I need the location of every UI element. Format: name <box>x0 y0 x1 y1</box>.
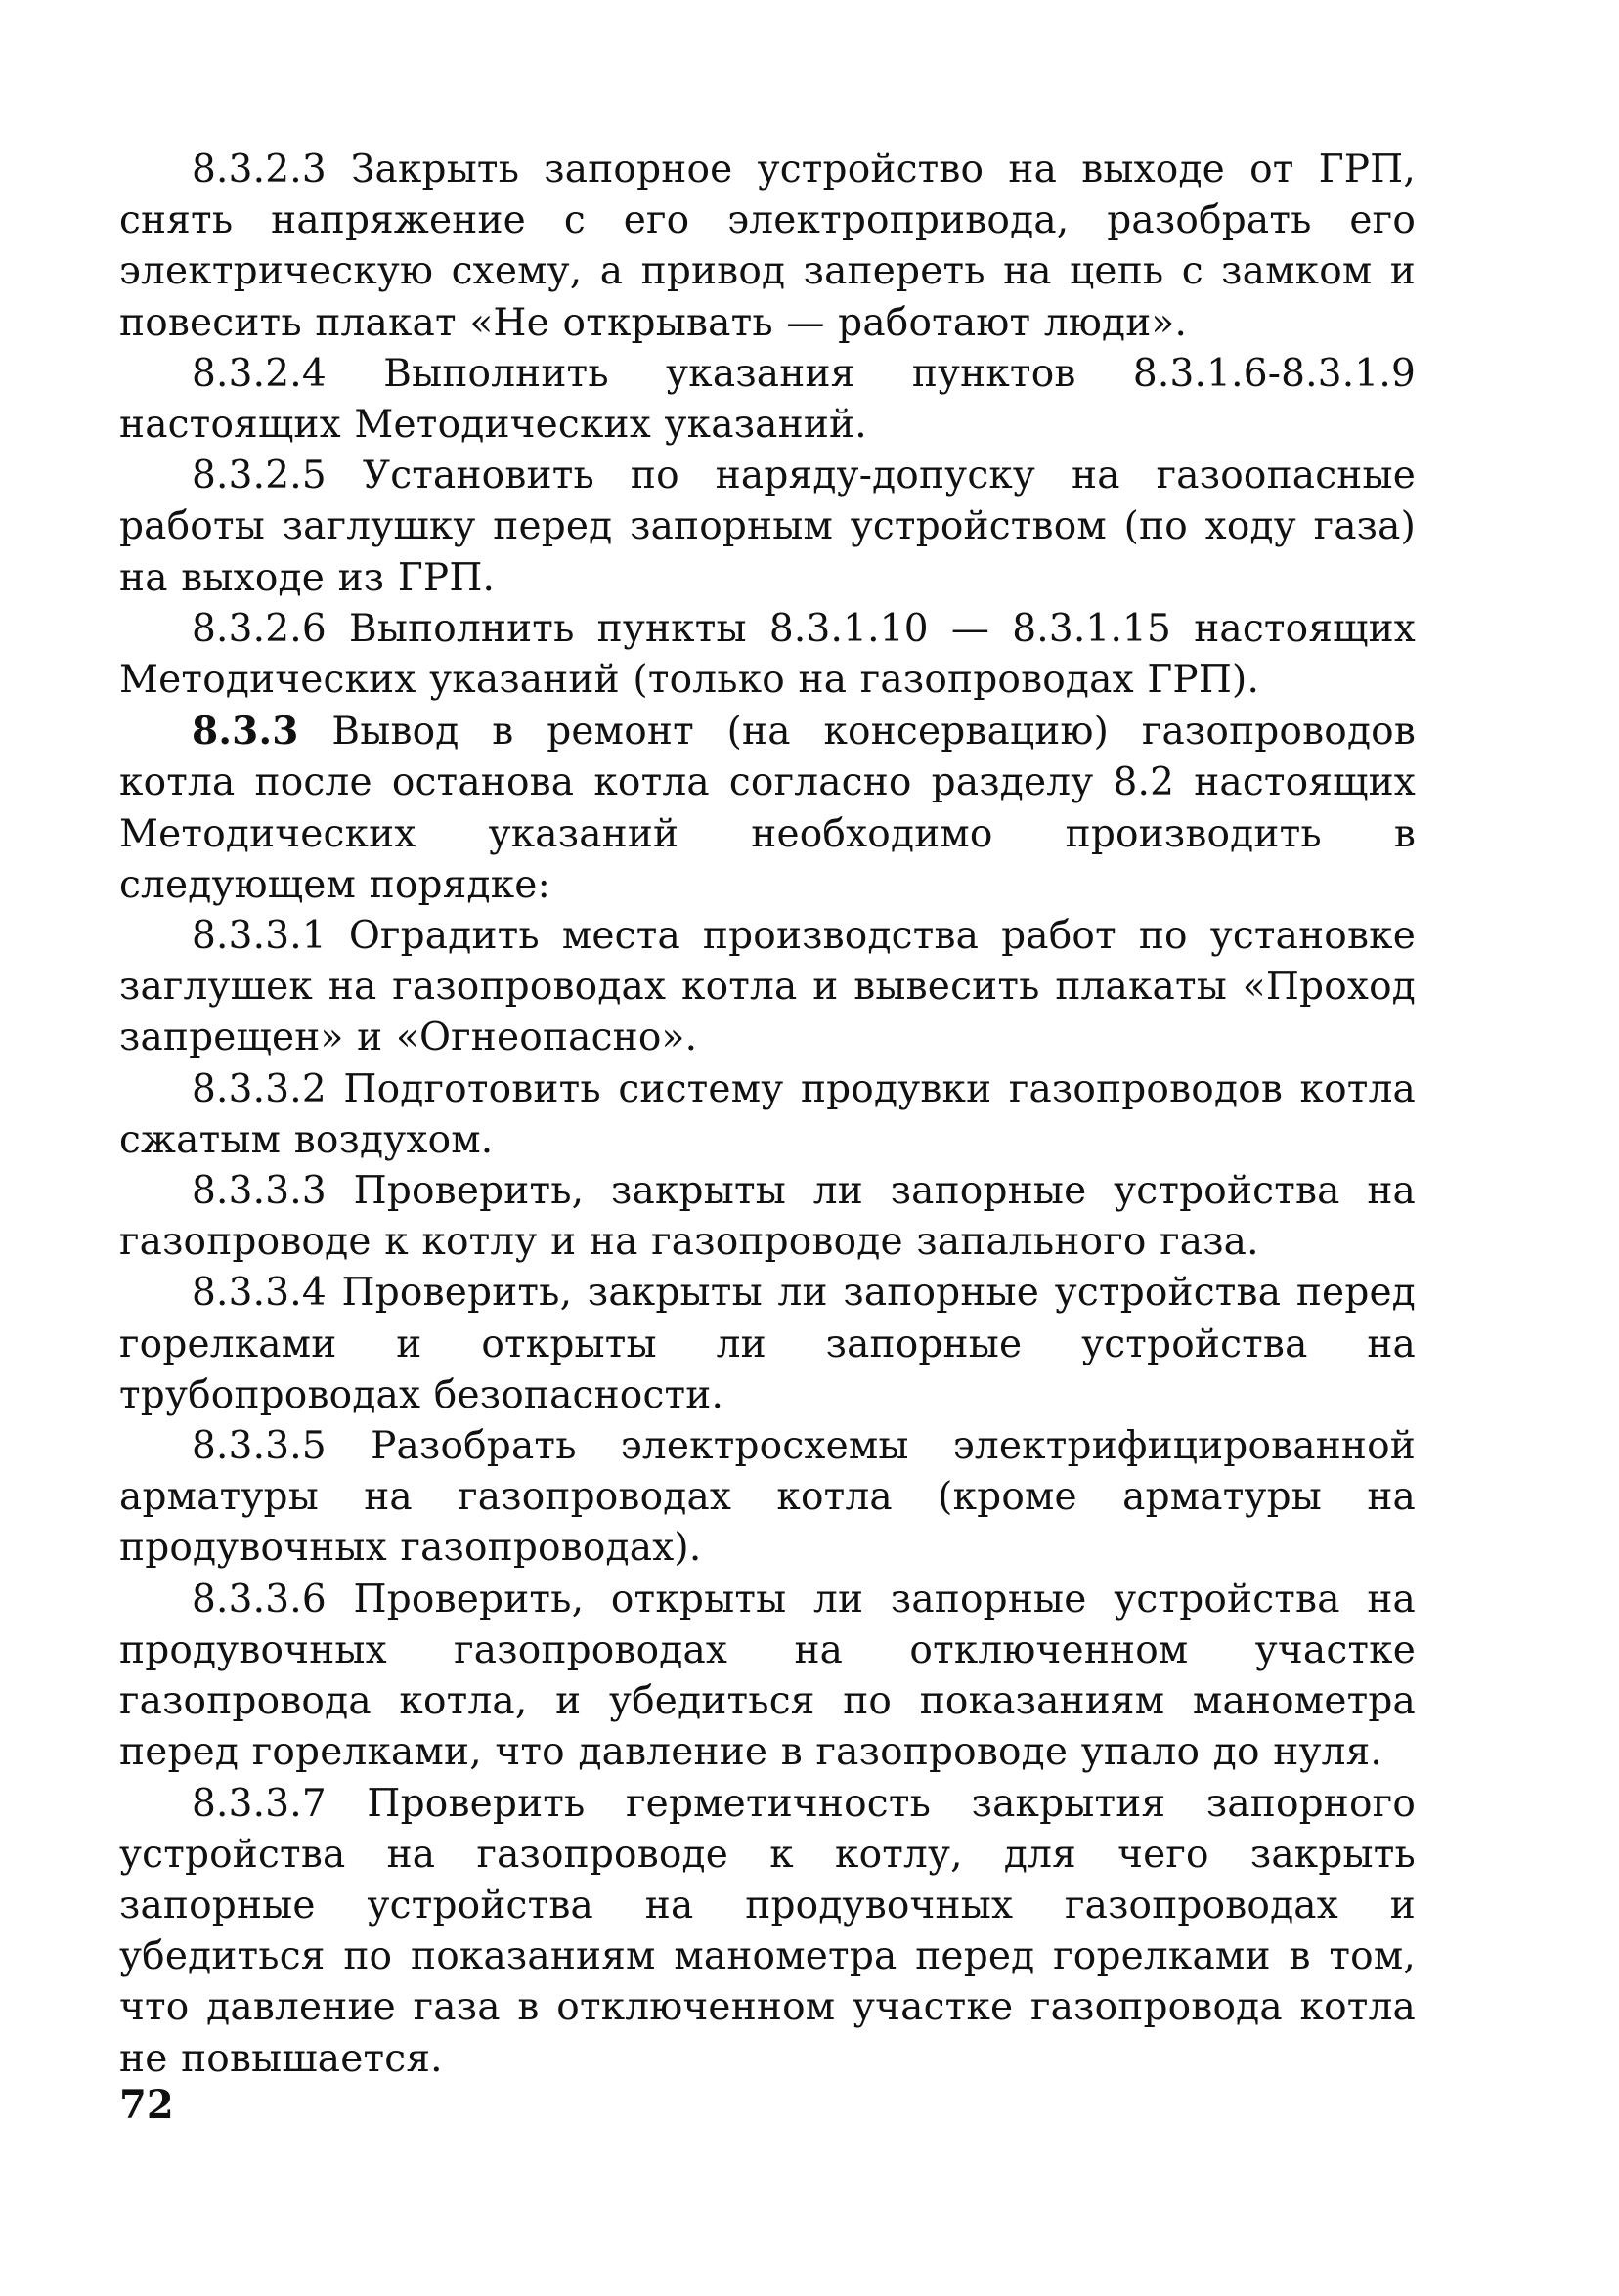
paragraph-number: 8.3.3.6 <box>192 1577 327 1622</box>
paragraph-8-3-2-3 <box>119 145 1416 349</box>
section-heading-8-3-3 <box>119 706 1416 911</box>
paragraph-number: 8.3.3.4 <box>192 1271 327 1316</box>
section-number: 8.3.3 <box>192 709 299 755</box>
paragraph-text: Проверить, закрыты ли запорные устройства на газопроводе к котлу и на газопроводе запального газа. <box>119 1169 1416 1265</box>
paragraph-8-3-3-5 <box>119 1421 1416 1575</box>
paragraph-text: Проверить, закрыты ли запорные устройства перед горелками и открыты ли запорные устройства на трубопроводах безопасности. <box>119 1271 1416 1417</box>
paragraph-number: 8.3.3.3 <box>192 1169 327 1214</box>
paragraph-8-3-2-5 <box>119 451 1416 604</box>
paragraph-text: Проверить, открыты ли запорные устройства на продувочных газопроводах на отключенном участке газопровода котла, и убедиться по показаниям манометра перед горелками, что давление в газопроводе упало до нуля. <box>119 1577 1416 1775</box>
paragraph-8-3-3-4 <box>119 1268 1416 1421</box>
paragraph-number: 8.3.3.7 <box>192 1781 327 1826</box>
paragraph-number: 8.3.2.6 <box>192 606 327 651</box>
paragraph-8-3-3-1 <box>119 911 1416 1064</box>
paragraph-text: Подготовить систему продувки газопроводов котла сжатым воздухом. <box>119 1066 1416 1162</box>
paragraph-8-3-3-2 <box>119 1064 1416 1166</box>
paragraph-text: Закрыть запорное устройство на выходе от ГРП, снять напряжение с его электропривода, разобрать его электрическую схему, а привод запереть на цепь с замком и повесить плакат «Не открывать — работают люди». <box>119 148 1416 345</box>
paragraph-number: 8.3.2.3 <box>192 148 327 192</box>
paragraph-text: Оградить места производства работ по установке заглушек на газопроводах котла и вывесить плакаты «Проход запрещен» и «Огнеопасно». <box>119 914 1416 1061</box>
paragraph-text: Установить по наряду-допуску на газоопасные работы заглушку перед запорным устройством (по ходу газа) на выходе из ГРП. <box>119 454 1416 600</box>
paragraph-text: Вывод в ремонт (на консервацию) газопроводов котла после останова котла согласно разделу 8.2 настоящих Методических указаний необходимо производить в следующем порядке: <box>119 710 1416 907</box>
paragraph-number: 8.3.3.2 <box>192 1066 327 1111</box>
paragraph-text: Выполнить пункты 8.3.1.10 — 8.3.1.15 настоящих Методических указаний (только на газопроводах ГРП). <box>119 606 1416 703</box>
paragraph-text: Проверить герметичность закрытия запорного устройства на газопроводе к котлу, для чего закрыть запорные устройства на продувочных газопроводах и убедиться по показаниям манометра перед горелками в том, что давление газа в отключенном участке газопровода котла не повышается. <box>119 1781 1416 2081</box>
paragraph-number: 8.3.2.5 <box>192 454 327 498</box>
paragraph-8-3-2-4 <box>119 349 1416 451</box>
paragraph-8-3-3-3 <box>119 1166 1416 1268</box>
paragraph-number: 8.3.3.5 <box>192 1424 327 1469</box>
paragraph-8-3-3-6 <box>119 1575 1416 1779</box>
paragraph-number: 8.3.2.4 <box>192 351 327 396</box>
paragraph-number: 8.3.3.1 <box>192 914 327 959</box>
paragraph-8-3-3-7 <box>119 1779 1416 2085</box>
paragraph-text: Выполнить указания пунктов 8.3.1.6-8.3.1.9 настоящих Методических указаний. <box>119 351 1416 448</box>
paragraph-text: Разобрать электросхемы электрифицированной арматуры на газопроводах котла (кроме арматуры на продувочных газопроводах). <box>119 1424 1416 1571</box>
body-text <box>119 145 1416 2085</box>
paragraph-8-3-2-6 <box>119 604 1416 706</box>
page-number: 72 <box>119 2082 174 2128</box>
